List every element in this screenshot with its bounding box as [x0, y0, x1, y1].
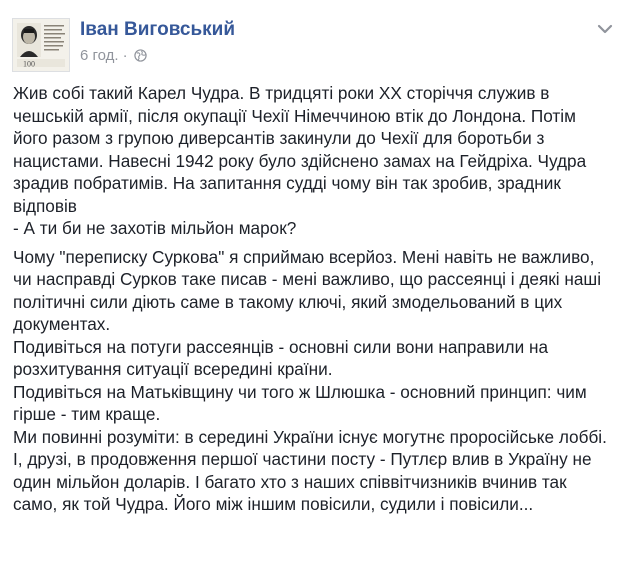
author-name[interactable]: Іван Виговський — [80, 19, 236, 40]
post-meta — [80, 47, 147, 66]
globe-icon[interactable] — [134, 49, 147, 66]
post-paragraph: Чому "переписку Суркова" я сприймаю всерйоз. Мені навіть не важливо, чи насправді Сурков таке писав - мені важливо, що рассеянці і деякі наші політичні сили діють саме в такому ключі, який змодельований в цих документах. Подивіться на потуги рассеянців - основні сили вони направили на розхитування ситуації всередині країни. Подивіться на Матьківщину чи того ж Шлюшка - основний принцип: чим гірше - тим краще. Ми повинні розуміти: в середині України існує могутнє проросійське лоббі. І, друзі, в продовження першої частини посту - Путлєр влив в Україну не один мільйон доларів. І багато хто з наших співвітчизників вчинив так само, як той Чудра. Його між іншим повісили, судили і повісили... — [13, 246, 607, 514]
chevron-down-icon[interactable] — [594, 18, 616, 40]
post-body — [13, 82, 613, 516]
post-paragraph: Жив собі такий Карел Чудра. В тридцяті роки ХХ сторіччя служив в чешській армії, після окупації Чехії Німеччиною втік до Лондона. Потім його разом з групою диверсантів закинули до Чехії для боротьби з нацистами. Навесні 1942 року було здійснено замах на Гейдріха. Чудра зрадив побратимів. На запитання судді чому він так зробив, зрадник відповів - А ти би не захотів мільйон марок? — [13, 83, 587, 238]
avatar[interactable] — [12, 18, 70, 72]
meta-separator: · — [122, 47, 128, 64]
post-time[interactable]: 6 год. — [80, 47, 119, 64]
avatar-caption: 100 — [23, 59, 35, 69]
post-header — [8, 12, 619, 68]
